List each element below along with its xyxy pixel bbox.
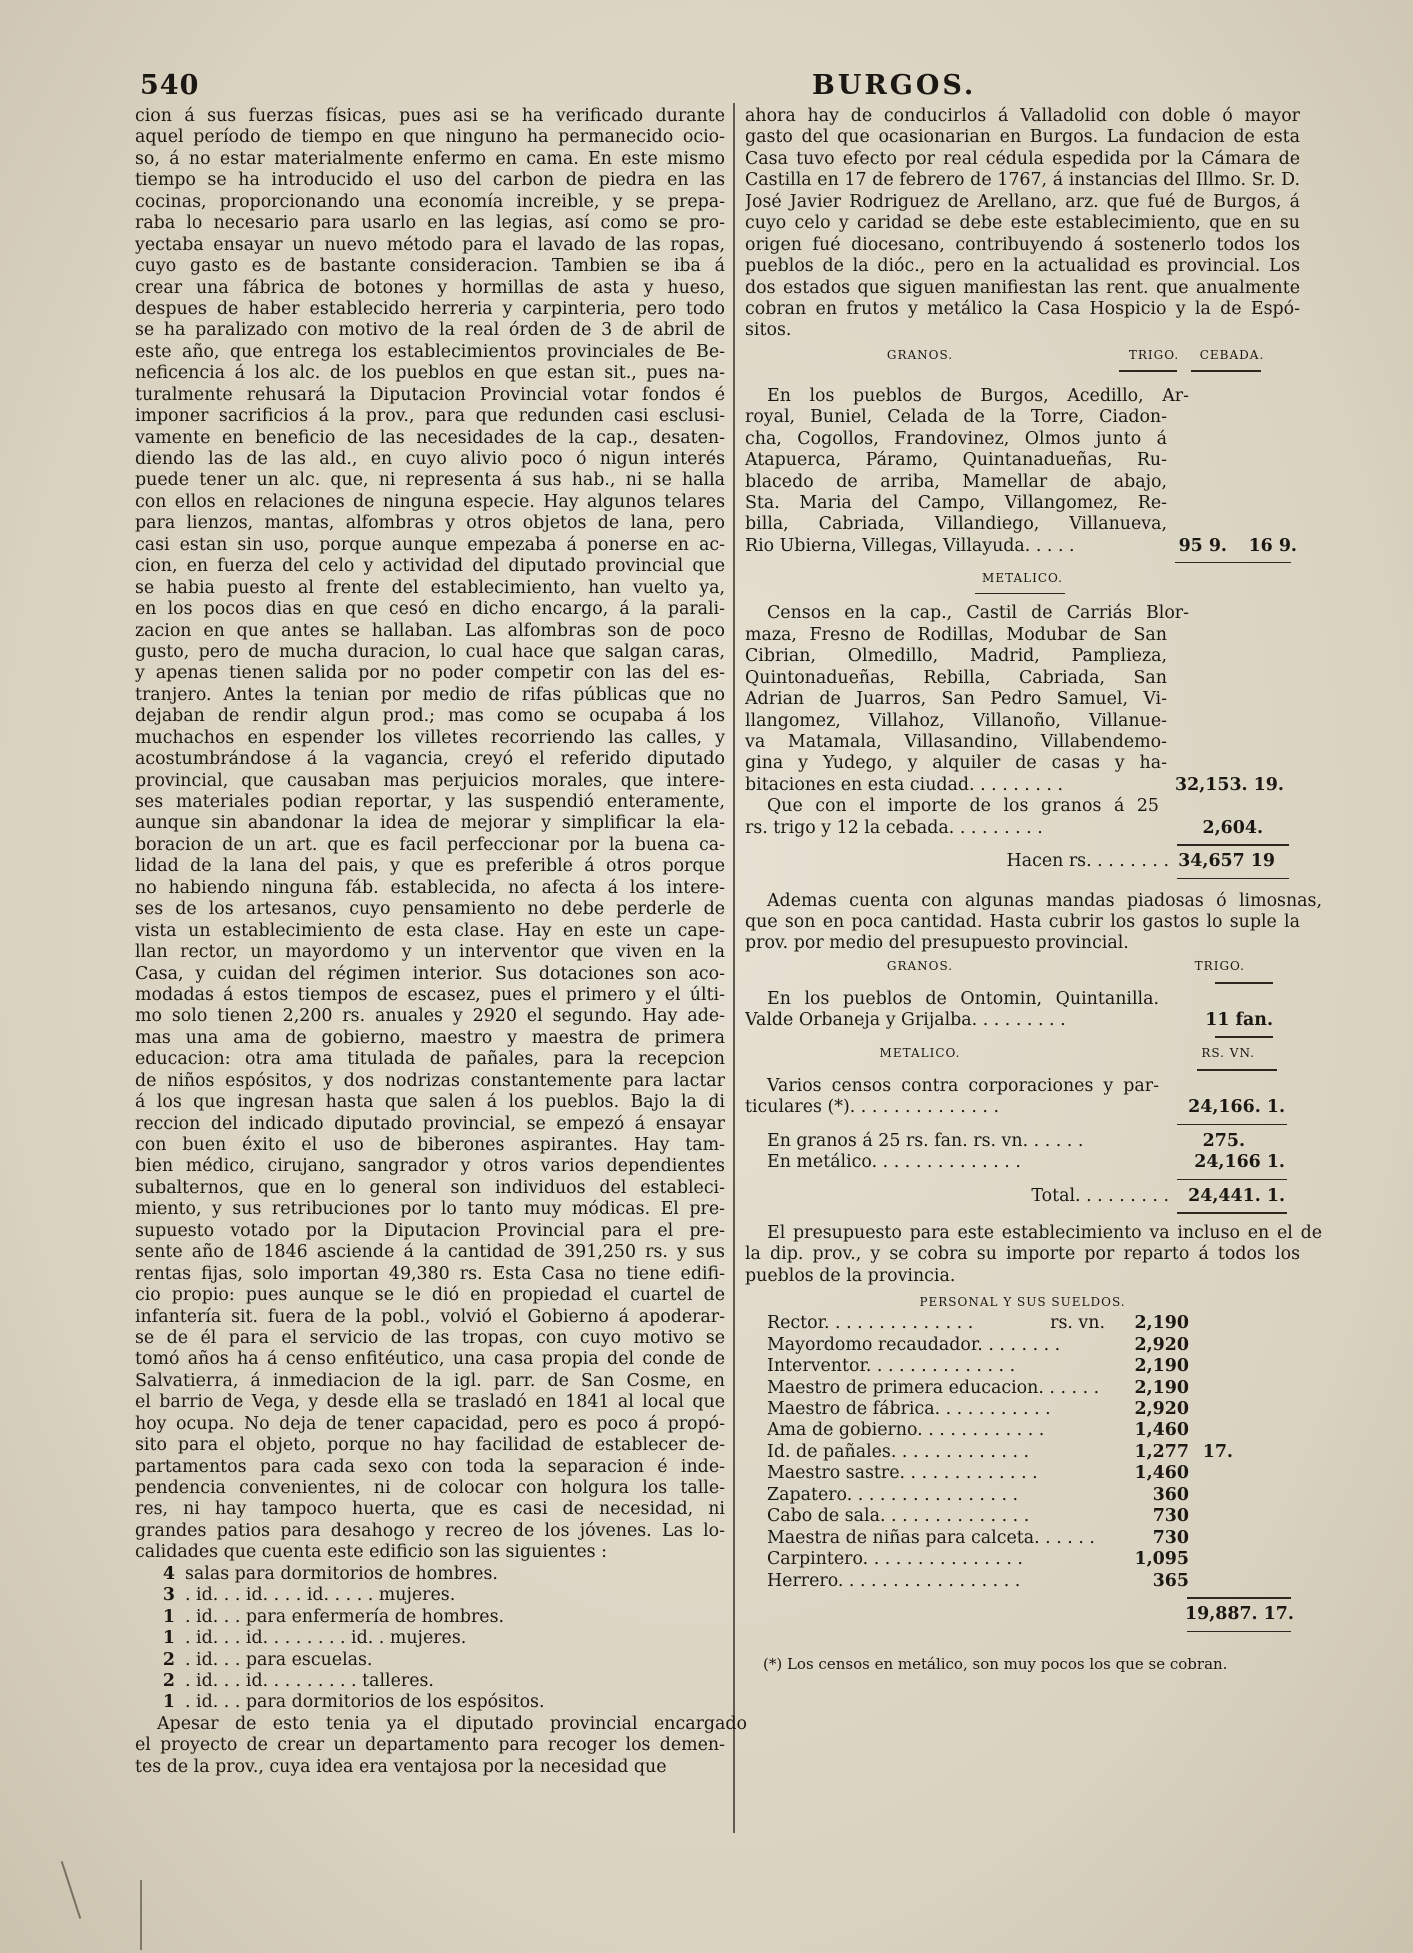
text-line: blacedo de arriba, Mamellar de abajo, [745, 471, 1167, 492]
text-line: aunque sin abandonar la idea de mejorar y simplificar la ela- [135, 813, 725, 834]
room-count: 2 [162, 1649, 175, 1670]
text-line: crear una fábrica de botones y hormillas de asta y hueso, [135, 277, 725, 298]
text-line: mas una ama de gobierno, maestro y maestra de primera [135, 1027, 725, 1048]
room-description: . id. . . id. . . . . . . . . talleres. [185, 1670, 434, 1691]
column-divider [733, 103, 735, 1833]
personal-label: Maestro sastre. . . . . . . . . . . . . [767, 1463, 1038, 1484]
personal-table [745, 1291, 1300, 1637]
varios-censos-value: 24,166. 1. [1188, 1097, 1285, 1118]
personal-cents [1189, 1463, 1233, 1484]
text-line: educacion: otra ama titulada de pañales, para la recepcion [135, 1049, 725, 1070]
text-line: infantería sit. fuera de la pobl., volvió el Gobierno á apoderar- [135, 1306, 725, 1327]
text-line: ses de los artesanos, cuyo pensamiento no debe perderle de [135, 899, 725, 920]
text-line: va Matamala, Villasandino, Villabendemo- [745, 731, 1167, 752]
text-line: Censos en la cap., Castil de Carriás Blor- [767, 603, 1189, 624]
footnote: (*) Los censos en metálico, son muy pocos los que se cobran. [763, 1655, 1228, 1674]
text-line: origen fué diocesano, contribuyendo á sostenerlo todos los [745, 234, 1300, 255]
personal-amount: 2,190 [1134, 1356, 1189, 1377]
rents-table-espositos [745, 955, 1300, 1219]
personal-amount: 1,277 [1134, 1441, 1189, 1462]
personal-row [745, 1313, 1300, 1334]
trigo-value: 95 9. [1178, 535, 1227, 556]
personal-unit: rs. vn. [1050, 1313, 1105, 1334]
text-line: mo solo tienen 2,200 rs. anuales y 2920 el segundo. Hay ade- [135, 1006, 725, 1027]
personal-rows [745, 1313, 1300, 1592]
text-line: sito para el objeto, porque no hay facilidad de establecer de- [135, 1435, 725, 1456]
right-mid-text [745, 890, 1322, 955]
text-line: supuesto votado por la Diputacion Provincial para el pre- [135, 1220, 725, 1241]
personal-row [745, 1442, 1300, 1463]
text-line: casi estan sin uso, porque aunque empezaba á ponerse en ac- [135, 534, 725, 555]
text-line: modadas á estos tiempos de escasez, pues el primero y el últi- [135, 984, 725, 1005]
text-line: cha, Cogollos, Frandovinez, Olmos junto á [745, 428, 1167, 449]
total-value: 24,441. 1. [1188, 1185, 1285, 1206]
personal-label: Cabo de sala. . . . . . . . . . . . . . [767, 1506, 1030, 1527]
text-line: bien médico, cirujano, sangrador y otros varios dependientes [135, 1156, 725, 1177]
personal-label: Herrero. . . . . . . . . . . . . . . . . [767, 1570, 1021, 1591]
room-item [135, 1650, 725, 1671]
personal-label: Maestro de primera educacion. . . . . . [767, 1377, 1100, 1398]
text-line: Ademas cuenta con algunas mandas piadosas ó limosnas, [767, 890, 1322, 911]
text-line: llangomez, Villahoz, Villanoño, Villanue- [745, 710, 1167, 731]
text-line: cion, en fuerza del celo y actividad del diputado provincial que [135, 556, 725, 577]
granos-heading: GRANOS. [886, 347, 954, 362]
personal-cents [1189, 1335, 1233, 1356]
personal-amount: 730 [1152, 1506, 1189, 1527]
text-line: de niños espósitos, y dos nodrizas constantemente para lactar [135, 1070, 725, 1091]
personal-total-row [745, 1604, 1300, 1625]
text-line: gasto del que ocasionarian en Burgos. La fundacion de esta [745, 127, 1300, 148]
personal-amount: 2,190 [1134, 1313, 1189, 1334]
personal-label: Id. de pañales. . . . . . . . . . . . . [767, 1441, 1030, 1462]
right-column [745, 106, 1322, 1674]
room-item [135, 1692, 725, 1713]
room-item [135, 1607, 725, 1628]
text-line: so, á no estar materialmente enfermo en cama. En este mismo [135, 148, 725, 169]
text-line: cuyo celo y caridad se debe este establecimiento, que en su [745, 213, 1300, 234]
text-line: vista un establecimiento de esta clase. Hay en este un cape- [135, 920, 725, 941]
personal-amount: 365 [1152, 1570, 1189, 1591]
personal-label: Rector. . . . . . . . . . . . . . [767, 1313, 974, 1334]
personal-cents [1189, 1571, 1233, 1592]
text-line: calidades que cuenta este edificio son las siguientes : [135, 1542, 607, 1563]
text-line: sitos. [745, 320, 792, 341]
rs-vn-heading: RS. VN. [1201, 1045, 1255, 1060]
text-line: miento, y sus retribuciones por lo tanto muy módicas. El pre- [135, 1199, 725, 1220]
varios-censos-row: ticulares (*). . . . . . . . . . . . . . 24,166. 1. [745, 1097, 1285, 1118]
room-item [135, 1628, 725, 1649]
en-granos-value: 275. [1202, 1130, 1245, 1151]
left-column [135, 106, 747, 1778]
running-title: BURGOS. [812, 70, 977, 101]
text-line: con ellos en relaciones de ninguna especie. Hay algunos telares [135, 491, 725, 512]
text-line: se habia puesto al frente del establecimiento, han vuelto ya, [135, 577, 725, 598]
text-line: despues de haber establecido herreria y carpinteria, pero todo [135, 298, 725, 319]
personal-amount: 2,190 [1134, 1377, 1189, 1398]
text-line: ahora hay de conducirlos á Valladolid con doble ó mayor [745, 106, 1300, 126]
text-line: lidad de la lana del pais, y que es preferible á otros porque [135, 856, 725, 877]
text-line: cion á sus fuerzas físicas, pues asi se ha verificado durante [135, 106, 725, 126]
personal-cents [1189, 1420, 1233, 1441]
text-line: Atapuerca, Páramo, Quintanadueñas, Ru- [745, 450, 1167, 471]
text-line: cocinas, proporcionando una economía increible, y se prepa- [135, 191, 725, 212]
personal-amount: 730 [1152, 1527, 1189, 1548]
text-line: boracion de un art. que es facil perfeccionar por la buena ca- [135, 834, 725, 855]
room-count: 1 [162, 1692, 175, 1713]
right-after-text [745, 1222, 1322, 1287]
granos-pueblos-text [745, 385, 1189, 536]
personal-label: Maestro de fábrica. . . . . . . . . . . [767, 1399, 1051, 1419]
text-line: Cibrian, Olmedillo, Madrid, Pamplieza, [745, 646, 1167, 667]
personal-label: Ama de gobierno. . . . . . . . . . . . [767, 1420, 1045, 1441]
text-line: este año, que entrega los establecimientos provinciales de Be- [135, 341, 725, 362]
text-line: puede tener un alc. que, ni representa á sus hab., ni se halla [135, 470, 725, 491]
personal-row [745, 1356, 1300, 1377]
personal-row [745, 1549, 1300, 1570]
metalico-heading: METALICO. [982, 571, 1063, 586]
text-line: maza, Fresno de Rodillas, Modubar de San [745, 624, 1167, 645]
text-line: pueblos de la dióc., pero en la actualidad es provincial. Los [745, 256, 1300, 277]
text-line: neficencia á los alc. de los pueblos en que estan sit., pues na- [135, 363, 725, 384]
personal-row [745, 1463, 1300, 1484]
text-line: hoy ocupa. No deja de tener capacidad, pero es poco á propó- [135, 1413, 725, 1434]
text-line: no habiendo ninguna fáb. establecida, no afecta á los intere- [135, 877, 725, 898]
text-line: res, ni hay tampoco huerta, que es casi de necesidad, ni [135, 1499, 725, 1520]
personal-amount: 360 [1152, 1484, 1189, 1505]
en-metalico-row: En metálico. . . . . . . . . . . . . . 24,166 1. [767, 1152, 1285, 1173]
trigo-heading: TRIGO. [1128, 347, 1180, 362]
text-line: muchachos en espender los villetes recorriendo las calles, y [135, 727, 725, 748]
rooms-list [135, 1564, 725, 1714]
text-line: El presupuesto para este establecimiento va incluso en el de [767, 1222, 1322, 1243]
text-line: Casa, y cuidan del régimen interior. Sus dotaciones son aco- [135, 963, 725, 984]
room-count: 2 [162, 1670, 175, 1691]
room-count: 1 [162, 1606, 175, 1627]
text-line: Apesar de esto tenia ya el diputado provincial encargado [157, 1713, 747, 1734]
text-line: partamentos para cada sexo con toda la separacion é inde- [135, 1456, 725, 1477]
personal-label: Maestra de niñas para calceta. . . . . . [767, 1527, 1095, 1548]
personal-label: Zapatero. . . . . . . . . . . . . . . . [767, 1484, 1019, 1505]
personal-label: Interventor. . . . . . . . . . . . . . [767, 1356, 1016, 1377]
text-line: en los pocos dias en que cesó en dicho encargo, á la parali- [135, 599, 725, 620]
text-line: sente año de 1846 asciende á la cantidad de 391,250 rs. y sus [135, 1242, 725, 1263]
granos-importe-row: rs. trigo y 12 la cebada. . . . . . . . . 2,604. [745, 817, 1263, 838]
personal-cents [1189, 1313, 1233, 1334]
room-item [135, 1564, 725, 1585]
text-line: reccion del indicado diputado provincial, se empezó á ensayar [135, 1113, 725, 1134]
personal-row [745, 1335, 1300, 1356]
text-line: Castilla en 17 de febrero de 1767, á instancias del Illmo. Sr. D. [745, 170, 1300, 191]
text-line: para lienzos, mantas, alfombras y otros objetos de lana, pero [135, 513, 725, 534]
text-line: llan rector, un mayordomo y un interventor que viven en la [135, 942, 725, 963]
text-line: yectaba ensayar un nuevo método para el lavado de las ropas, [135, 234, 725, 255]
granos2-heading: GRANOS. [886, 958, 954, 973]
text-line: dos estados que siguen manifiestan las rent. que anualmente [745, 277, 1300, 298]
text-line: y apenas tienen salida por no poder competir con las del es- [135, 663, 725, 684]
personal-row [745, 1506, 1300, 1527]
text-line: tes de la prov., cuya idea era ventajosa por la necesidad que [135, 1756, 667, 1777]
text-line: el barrio de Vega, y desde ella se trasladó en 1841 al local que [135, 1392, 725, 1413]
text-line: dejaban de rendir algun prod.; mas como se ocupaba á los [135, 706, 725, 727]
room-description: . id. . . para escuelas. [185, 1649, 373, 1670]
text-line: gina y Yudego, y alquiler de casas y ha- [745, 753, 1167, 774]
trigo2-row: Valde Orbaneja y Grijalba. . . . . . . . . 11 fan. [745, 1010, 1273, 1031]
text-line: Casa tuvo efecto por real cédula espedida por la Cámara de [745, 148, 1300, 169]
personal-cents [1189, 1378, 1233, 1399]
trigo2-value: 11 fan. [1205, 1010, 1273, 1031]
personal-amount: 1,095 [1134, 1549, 1189, 1570]
text-line: billa, Cabriada, Villandiego, Villanueva, [745, 514, 1167, 535]
text-line: gusto, pero de mucha duracion, lo cual hace que salgan caras, [135, 641, 725, 662]
granos-total-row: Rio Ubierna, Villegas, Villayuda. . . . . 95 9. 16 9. [745, 535, 1297, 556]
personal-amount: 1,460 [1134, 1463, 1189, 1484]
text-line: que son en poca cantidad. Hasta cubrir los gastos lo suple la [745, 912, 1300, 932]
text-line: pendencia convenientes, ni de colocar con holgura los talle- [135, 1478, 725, 1498]
personal-cents [1189, 1485, 1233, 1506]
text-line: En los pueblos de Burgos, Acedillo, Ar- [767, 385, 1189, 406]
en-granos-row: En granos á 25 rs. fan. rs. vn. . . . . . 275. [767, 1130, 1245, 1151]
metalico-row: bitaciones en esta ciudad. . . . . . . . . 32,153. 19. [745, 774, 1284, 795]
margin-mark [140, 1880, 142, 1950]
text-line: pueblos de la provincia. [745, 1265, 956, 1286]
text-line: el proyecto de crear un departamento para recoger los demen- [135, 1735, 725, 1756]
text-line: Adrian de Juarros, San Pedro Samuel, Vi- [745, 689, 1167, 710]
personal-row [745, 1485, 1300, 1506]
personal-label: Mayordomo recaudador. . . . . . . . [767, 1334, 1061, 1355]
text-line: tranjero. Antes la tenian por medio de rifas públicas que no [135, 684, 725, 705]
text-line: José Javier Rodriguez de Arellano, arz. que fué de Burgos, á [745, 191, 1300, 212]
personal-row [745, 1420, 1300, 1441]
text-line: provincial, que causaban mas perjuicios morales, que intere- [135, 770, 725, 791]
text-line: turalmente rehusará la Diputacion Provincial votar fondos é [135, 384, 725, 405]
hacen-value: 34,657 19 [1178, 851, 1275, 872]
personal-amount: 2,920 [1134, 1399, 1189, 1419]
room-count: 3 [162, 1585, 175, 1606]
personal-heading: PERSONAL Y SUS SUELDOS. [919, 1295, 1126, 1310]
cebada-heading: CEBADA. [1199, 347, 1265, 362]
personal-row [745, 1571, 1300, 1592]
granos-importe-line1: Que con el importe de los granos á 25 [767, 796, 1159, 817]
page-number: 540 [140, 70, 200, 101]
en-metalico-value: 24,166 1. [1194, 1152, 1285, 1173]
granos-importe-value: 2,604. [1202, 817, 1263, 838]
total-row: Total. . . . . . . . . 24,441. 1. [1031, 1185, 1285, 1206]
text-line: diendo las de las ald., en cuyo alivio poco ó nigun interés [135, 449, 725, 469]
text-line: con buen éxito el uso de biberones aspirantes. Hay tam- [135, 1135, 725, 1155]
room-item [135, 1585, 725, 1606]
personal-cents: 17. [1202, 1441, 1233, 1462]
text-line: cio propio: pues aunque se le dió en propiedad el cuartel de [135, 1285, 725, 1306]
personal-row [745, 1378, 1300, 1399]
text-line: se ha paralizado con motivo de la real órden de 3 de abril de [135, 320, 725, 341]
text-line: tiempo se ha introducido el uso del carbon de piedra en las [135, 170, 725, 191]
text-line: Salvatierra, á inmediacion de la igl. parr. de San Cosme, en [135, 1370, 725, 1391]
trigo2-heading: TRIGO. [1194, 958, 1245, 973]
varios-censos-line: Varios censos contra corporaciones y par- [767, 1075, 1159, 1096]
rents-table-hospicio [745, 344, 1300, 885]
text-line: la dip. prov., y se cobra su importe por reparto á todos los [745, 1244, 1300, 1265]
text-line: Quintonadueñas, Rebilla, Cabriada, San [745, 667, 1167, 688]
personal-total-value: 19,887. 17. [1185, 1603, 1294, 1624]
personal-amount: 2,920 [1134, 1334, 1189, 1355]
room-description: . id. . . para dormitorios de los espósitos. [185, 1692, 545, 1713]
text-line: prov. por medio del presupuesto provincial. [745, 933, 1129, 954]
personal-label: Carpintero. . . . . . . . . . . . . . . [767, 1549, 1023, 1570]
text-line: imponer sacrificios á la prov., para que redunden casi esclusi- [135, 406, 725, 427]
personal-cents [1189, 1506, 1233, 1527]
text-line: Sta. Maria del Campo, Villangomez, Re- [745, 493, 1167, 513]
cebada-value: 16 9. [1248, 535, 1297, 556]
text-line: rentas fijas, solo importan 49,380 rs. Esta Casa no tiene edifi- [135, 1263, 725, 1284]
personal-cents [1189, 1549, 1233, 1570]
left-body-text [135, 106, 725, 1564]
right-intro-text [745, 106, 1300, 342]
room-description: . id. . . id. . . . id. . . . . mujeres. [185, 1585, 456, 1606]
text-line: raba lo necesario para usarlo en las legias, así como se pro- [135, 213, 725, 234]
text-line: vamente en beneficio de las necesidades de la cap., desaten- [135, 427, 725, 448]
room-description: . id. . . id. . . . . . . . id. . mujeres. [185, 1628, 467, 1649]
page-header [140, 62, 1320, 106]
text-line: cuyo gasto es de bastante consideracion. Tambien se iba á [135, 256, 725, 277]
hacen-row: Hacen rs. . . . . . . . 34,657 19 [1006, 851, 1275, 872]
personal-cents [1189, 1528, 1233, 1549]
room-count: 4 [162, 1563, 175, 1584]
personal-amount: 1,460 [1134, 1420, 1189, 1441]
text-line: zacion en que antes se hallaban. Las alfombras son de poco [135, 620, 725, 641]
personal-row [745, 1528, 1300, 1549]
text-line: grandes patios para desahogo y recreo de los jóvenes. Las lo- [135, 1520, 725, 1541]
personal-cents [1189, 1356, 1233, 1377]
text-line: cobran en frutos y metálico la Casa Hospicio y la de Espó- [745, 298, 1300, 319]
room-description: . id. . . para enfermería de hombres. [185, 1606, 505, 1627]
text-line: tomó años ha á censo enfitéutico, una casa propia del conde de [135, 1349, 725, 1370]
metalico-value: 32,153. 19. [1175, 774, 1284, 795]
ontomin-line: En los pueblos de Ontomin, Quintanilla. [767, 988, 1159, 1009]
personal-row [745, 1399, 1300, 1420]
text-line: á los que ingresan hasta que salen á los pueblos. Bajo la di [135, 1092, 725, 1113]
room-count: 1 [162, 1628, 175, 1649]
metalico2-heading: METALICO. [879, 1045, 961, 1060]
text-line: ses materiales podian reportar, y las suspendió enteramente, [135, 792, 725, 812]
text-line: acostumbrándose á la vagancia, creyó el referido diputado [135, 749, 725, 770]
metalico-censos-text [745, 603, 1189, 775]
text-line: aquel período de tiempo en que ninguno ha permanecido ocio- [135, 127, 725, 148]
room-item [135, 1671, 725, 1692]
text-line: subalternos, que en lo general son individuos del estableci- [135, 1177, 725, 1198]
text-line: royal, Buniel, Celada de la Torre, Ciadon- [745, 407, 1167, 428]
personal-cents [1189, 1399, 1233, 1420]
room-description: salas para dormitorios de hombres. [185, 1563, 498, 1584]
text-line: se de él para el servicio de las tropas, con cuyo motivo se [135, 1327, 725, 1348]
left-closing-text [135, 1713, 747, 1778]
